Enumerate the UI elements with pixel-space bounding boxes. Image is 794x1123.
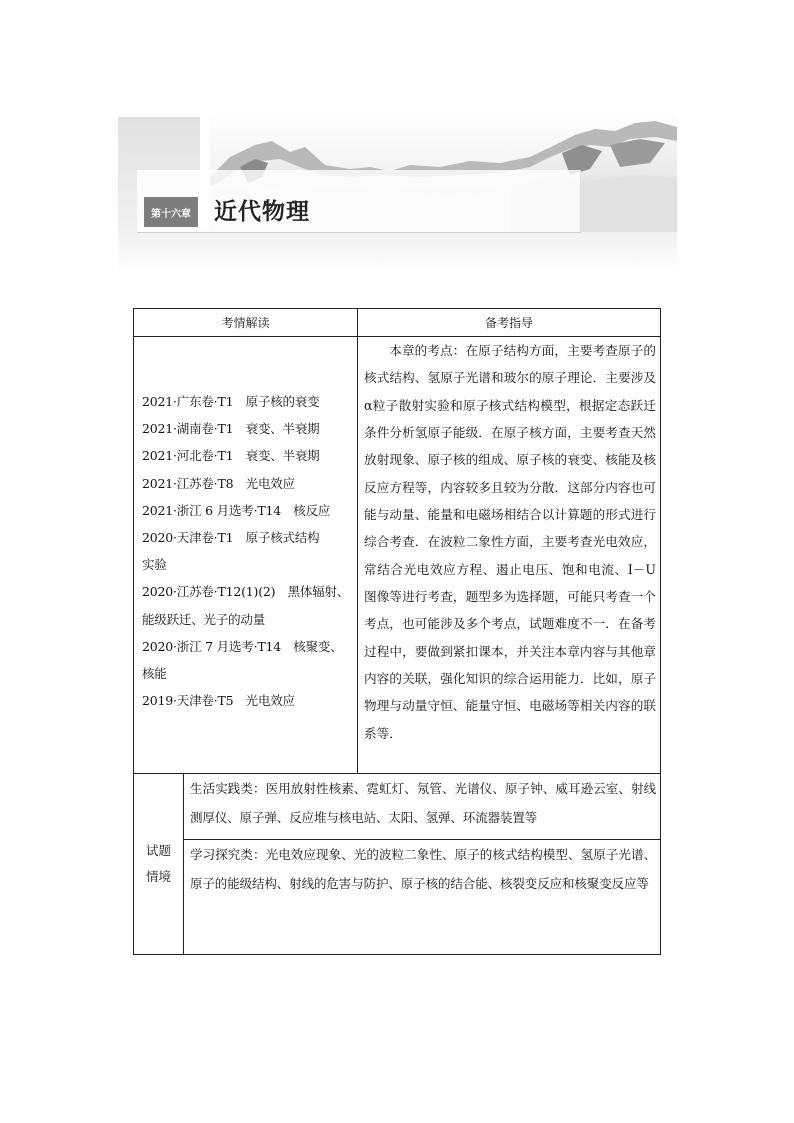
exam-entry: 2020·浙江 7 月选考·T14 核聚变、 xyxy=(142,638,343,654)
exam-entry: 实验 xyxy=(142,557,167,573)
chapter-number-badge: 第十六章 xyxy=(144,197,198,227)
exam-entry: 2021·广东卷·T1 原子核的衰变 xyxy=(142,394,320,409)
exam-entry: 2021·河北卷·T1 衰变、半衰期 xyxy=(142,448,320,464)
exam-entry: 2020·天津卷·T1 原子核式结构 xyxy=(142,530,320,546)
header-preparation-guide: 备考指导 xyxy=(484,316,533,330)
exam-entry: 能级跃迁、光子的动量 xyxy=(142,611,266,627)
situation-label-text: 试题情境 xyxy=(145,843,171,884)
situation-label xyxy=(134,773,183,955)
exam-entry: 核能 xyxy=(142,666,167,682)
exam-analysis-table xyxy=(133,308,661,955)
chapter-title-panel xyxy=(137,170,581,233)
exam-entry: 2021·湖南卷·T1 衰变、半衰期 xyxy=(142,421,320,437)
situation-row-divider xyxy=(183,839,660,840)
exam-entry: 2021·江苏卷·T8 光电效应 xyxy=(142,475,295,491)
exam-entry: 2020·江苏卷·T12(1)(2) 黑体辐射、 xyxy=(142,584,350,600)
guide-paragraph: 本章的考点：在原子结构方面，主要考查原子的核式结构、氢原子光谱和玻尔的原子理论．主要涉及α粒子散射实验和原子核式结构模型，根据定态跃迁条件分析氢原子能级．在原子核方面，主要考查天然放射现象、原子核的组成、原子核的衰变、核能及核反应方程等，内容较多且较为分散．这部分内容也可能与动量、能量和电磁场相结合以计算题的形式进行综合考查．在波粒二象性方面，主要考查光电效应，常结合光电效应方程、遏止电压、饱和电流、I－U图像等进行考查，题型多为选择题，可能只考查一个考点，也可能涉及多个考点，试题难度不一．在备考过程中，要做到紧扣课本，并关注本章内容与其他章内容的关联，强化知识的综合运用能力．比如，原子物理与动量守恒、能量守恒、电磁场等相关内容的联系等． xyxy=(364,343,656,741)
exam-entries-list xyxy=(142,388,357,714)
table-vertical-divider xyxy=(357,309,358,773)
exam-entry: 2021·浙江 6 月选考·T14 核反应 xyxy=(142,502,331,518)
banner-fade xyxy=(118,227,677,275)
exam-entry: 2019·天津卷·T5 光电效应 xyxy=(142,693,295,709)
table-section-divider xyxy=(134,773,660,774)
preparation-guide-text xyxy=(364,337,656,747)
situation-label-divider xyxy=(183,773,184,955)
learning-inquiry-cell: 学习探究类：光电效应现象、光的波粒二象性、原子的核式结构模型、氢原子光谱、原子的能级结构、射线的危害与防护、原子核的结合能、核裂变反应和核聚变反应等 xyxy=(190,847,656,891)
chapter-title: 近代物理 xyxy=(214,199,310,225)
chapter-banner xyxy=(118,117,677,275)
life-practice-cell: 生活实践类：医用放射性核素、霓虹灯、氖管、光谱仪、原子钟、威耳逊云室、射线测厚仪、原子弹、反应堆与核电站、太阳、氢弹、环流器装置等 xyxy=(190,781,656,825)
header-exam-analysis: 考情解读 xyxy=(221,316,270,330)
